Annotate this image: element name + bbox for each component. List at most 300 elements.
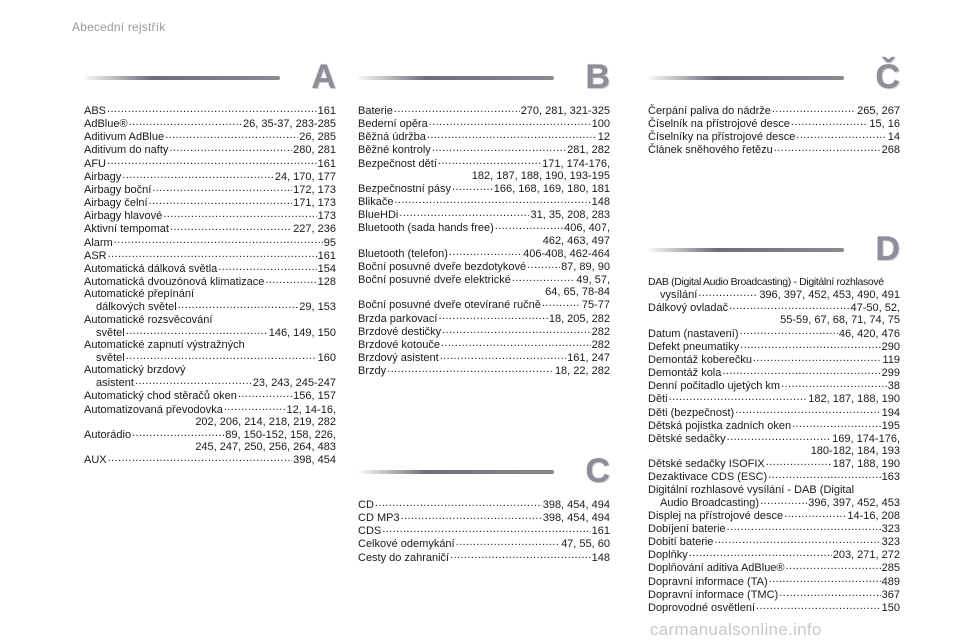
index-entry-line (84, 262, 336, 275)
index-term: Aditivum AdBlue (84, 131, 165, 144)
page-numbers: 26, 35-37, 283-285 (243, 118, 336, 131)
page-numbers-continued: 182, 187, 188, 190, 193-195 (471, 169, 610, 182)
page-numbers: 156, 157 (293, 390, 336, 403)
leader-dots (427, 130, 597, 140)
page-numbers: 166, 168, 169, 180, 181 (493, 182, 610, 195)
index-entry (84, 249, 336, 262)
index-term: Dopravní informace (TMC) (648, 588, 779, 601)
index-entry (648, 130, 900, 143)
index-entry-line (84, 314, 336, 326)
index-entry (648, 561, 900, 574)
index-entry-line (84, 196, 336, 209)
page-numbers: 161 (591, 525, 610, 538)
page-numbers: 160 (317, 351, 336, 364)
page-numbers: 182, 187, 188, 190 (808, 393, 900, 406)
index-term: vysílání (660, 289, 698, 302)
index-entry (648, 327, 900, 340)
index-entry (358, 511, 610, 524)
index-entry (648, 143, 900, 156)
index-term: DAB (Digital Audio Broadcasting) - Digitální rozhlasové (648, 276, 884, 288)
page-numbers: 396, 397, 452, 453, 490, 491 (759, 289, 900, 302)
page-numbers: 26, 285 (299, 131, 336, 144)
index-entry (84, 364, 336, 376)
index-entry-line (648, 588, 900, 601)
index-entry (84, 262, 336, 275)
page-numbers: 281, 282 (567, 144, 610, 157)
index-entry-line (84, 364, 336, 376)
page-numbers: 268 (881, 144, 900, 157)
index-term: Aktivní tempomat (84, 223, 169, 236)
index-term: Článek sněhového řetězu (648, 144, 773, 157)
page-numbers: 489 (881, 575, 900, 588)
index-entry (358, 260, 610, 273)
index-column-2 (358, 58, 610, 626)
index-term: CD MP3 (358, 512, 400, 525)
index-term: Automatická dvouzónová klimatizace (84, 276, 265, 289)
index-term: Blikače (358, 196, 394, 209)
index-entry-line (84, 300, 336, 313)
section-rule (648, 248, 844, 252)
page-numbers: 161 (317, 249, 336, 262)
leader-dots (149, 196, 293, 206)
page-numbers: 89, 150-152, 158, 226, (225, 428, 336, 441)
page-numbers: 24, 170, 177 (274, 170, 336, 183)
index-term: Běžné kontroly (358, 144, 431, 157)
index-entry-list (358, 498, 610, 564)
index-entry-line (648, 509, 900, 522)
index-term: asistent (96, 377, 134, 390)
index-entry (84, 222, 336, 235)
leader-dots (387, 364, 554, 374)
page-numbers-continued: 180-182, 184, 193 (810, 445, 900, 458)
page-numbers: 323 (881, 536, 900, 549)
index-entry-line (648, 601, 900, 614)
index-entry-line (358, 104, 610, 117)
index-entry (648, 470, 900, 483)
index-term: Číselník na přístrojové desce (648, 118, 790, 131)
index-entry-line (648, 522, 900, 535)
index-term: Dětské sedačky (648, 432, 726, 445)
index-entry (84, 104, 336, 117)
page-numbers: 282 (591, 338, 610, 351)
index-entry (648, 535, 900, 548)
index-entry (84, 209, 336, 222)
index-entry-line (84, 351, 336, 364)
index-entry-line (84, 389, 336, 402)
leader-dots (791, 117, 869, 127)
index-term: Děti (bezpečnost) (648, 406, 735, 419)
index-entry (84, 170, 336, 183)
page-numbers: 47, 55, 60 (561, 538, 610, 551)
page-numbers: 396, 397, 452, 453 (808, 496, 900, 509)
index-entry-line (84, 428, 336, 441)
page-numbers: 406-408, 462-464 (523, 247, 610, 260)
index-entry (84, 314, 336, 326)
page-numbers: 398, 454, 494 (542, 499, 610, 511)
index-term: Dálkový ovladač (648, 302, 729, 315)
index-entry (358, 157, 610, 182)
index-entry-line (84, 170, 336, 183)
index-entry-line (648, 276, 900, 288)
index-entry (84, 117, 336, 130)
leader-dots (772, 104, 856, 114)
index-term: světel (96, 351, 125, 364)
index-entry-line (358, 364, 610, 377)
page-numbers: 12 (597, 131, 610, 144)
page-numbers: 87, 89, 90 (561, 260, 610, 273)
index-term: Bluetooth (sada hands free) (358, 222, 494, 235)
page-numbers: 280, 281 (293, 144, 336, 157)
leader-dots (238, 389, 292, 399)
index-entry-line (648, 496, 900, 509)
page-numbers: 227, 236 (293, 223, 336, 236)
index-entry-line (648, 366, 900, 379)
page-numbers: 148 (591, 196, 610, 209)
index-entry-line (358, 511, 610, 524)
index-term: Autorádio (84, 428, 132, 441)
leader-dots (542, 298, 581, 308)
index-entry-line (84, 236, 336, 249)
index-term: Brzdové destičky (358, 325, 442, 338)
index-entry-line (84, 339, 336, 351)
index-entry (648, 509, 900, 522)
section-header (358, 452, 610, 492)
index-entry-line (648, 419, 900, 432)
leader-dots (401, 511, 542, 521)
index-entry-line (84, 104, 336, 117)
index-entry (358, 312, 610, 325)
index-term: Brzdový asistent (358, 351, 439, 364)
index-term: Automatizovaná převodovka (84, 403, 223, 416)
section-letter: B (585, 58, 610, 96)
page-numbers: 161 (317, 105, 336, 117)
index-term: Dezaktivace CDS (ESC) (648, 471, 768, 484)
index-entry-line (648, 561, 900, 574)
index-term: Doplňování aditiva AdBlue® (648, 562, 785, 575)
index-entry (648, 548, 900, 561)
index-entry-line (84, 403, 336, 416)
index-entry (358, 130, 610, 143)
index-entry-line (648, 575, 900, 588)
leader-dots (452, 182, 493, 192)
leader-dots (163, 209, 316, 219)
index-entry (358, 537, 610, 550)
section-header (648, 58, 900, 98)
leader-dots (429, 117, 591, 127)
index-entry (648, 379, 900, 392)
index-term: Automatické rozsvěcování (84, 313, 213, 326)
page-header: Abecední rejstřík (72, 20, 166, 34)
index-entry (648, 117, 900, 130)
section-rule (84, 76, 280, 80)
leader-dots (122, 170, 274, 180)
page-numbers: 169, 174-176, (832, 432, 900, 445)
index-term: Baterie (358, 105, 393, 117)
page-numbers: 23, 243, 245-247 (252, 377, 336, 390)
leader-dots (740, 340, 881, 350)
leader-dots (375, 498, 542, 508)
leader-dots (456, 537, 560, 547)
index-entry (648, 588, 900, 601)
index-entry (84, 275, 336, 288)
index-column-3 (648, 58, 900, 636)
index-term: Boční posuvné dveře bezdotykové (358, 260, 527, 273)
index-entry (648, 601, 900, 614)
index-entry (84, 288, 336, 300)
index-entry (358, 208, 610, 221)
page-numbers: 14-16, 208 (847, 509, 900, 522)
leader-dots (722, 366, 880, 376)
section-letter: D (875, 230, 900, 268)
index-entry (648, 340, 900, 353)
index-entry-list (648, 276, 900, 614)
index-entry-list (648, 104, 900, 157)
page-numbers: 282 (591, 325, 610, 338)
index-entry-line (648, 117, 900, 130)
index-entry (358, 221, 610, 246)
page-numbers: 171, 173 (293, 197, 336, 210)
index-entry (358, 298, 610, 311)
index-entry-line (358, 260, 610, 273)
index-term: Alarm (84, 236, 113, 249)
index-entry (84, 376, 336, 389)
index-entry-line (358, 143, 610, 156)
page-numbers: 367 (881, 588, 900, 601)
index-term: Celkové odemykání (358, 538, 455, 551)
index-section-a (84, 58, 336, 467)
page-numbers: 46, 420, 476 (838, 327, 900, 340)
index-term: Bluetooth (telefon) (358, 247, 448, 260)
index-entry (84, 196, 336, 209)
section-header (84, 58, 336, 98)
leader-dots (753, 353, 882, 363)
index-entry-line (84, 117, 336, 130)
leader-dots (669, 392, 808, 402)
index-term: ASR (84, 249, 107, 262)
index-term: Automatický chod stěračů oken (84, 390, 237, 403)
page-numbers: 29, 153 (299, 301, 336, 314)
index-entry-line (358, 338, 610, 351)
index-term: Bezpečnostní pásy (358, 182, 451, 195)
index-entry (648, 419, 900, 432)
leader-dots (438, 312, 547, 322)
index-section-b (358, 58, 610, 378)
index-term: Demontáž kola (648, 367, 722, 380)
index-entry-line (84, 376, 336, 389)
index-term: Dětské sedačky ISOFIX (648, 458, 765, 471)
section-letter: Č (875, 58, 900, 96)
index-entry (648, 276, 900, 288)
index-entry-line (84, 209, 336, 222)
index-entry-line (648, 470, 900, 483)
index-term: Běžná údržba (358, 131, 426, 144)
index-entry-line (358, 351, 610, 364)
page-numbers: 323 (881, 522, 900, 535)
page-numbers: 100 (591, 118, 610, 131)
index-entry (84, 403, 336, 428)
page-numbers: 12, 14-16, (286, 403, 336, 416)
section-header (358, 58, 610, 98)
index-term: Cesty do zahraničí (358, 551, 450, 564)
leader-dots (784, 509, 846, 519)
page-numbers: 148 (591, 551, 610, 564)
leader-dots (129, 117, 242, 127)
index-entry (648, 484, 900, 496)
leader-dots (449, 247, 522, 257)
index-entry (84, 300, 336, 313)
leader-dots (729, 301, 849, 311)
leader-dots (107, 104, 317, 114)
index-entry (84, 130, 336, 143)
index-entry-line (648, 406, 900, 419)
leader-dots (438, 157, 541, 167)
page-numbers-continued: 55-59, 67, 68, 71, 74, 75 (780, 314, 900, 327)
page-numbers: 31, 35, 208, 283 (530, 209, 610, 222)
leader-dots (756, 601, 881, 611)
index-entry (84, 326, 336, 339)
index-entry-line (358, 312, 610, 325)
leader-dots (224, 403, 286, 413)
page-numbers: 398, 454 (293, 454, 336, 467)
index-entry-line (84, 143, 336, 156)
leader-dots (165, 130, 298, 140)
leader-dots (714, 535, 880, 545)
leader-dots (132, 428, 224, 438)
leader-dots (178, 300, 299, 310)
index-term: Bederní opěra (358, 118, 428, 131)
index-entry-line (358, 298, 610, 311)
page-numbers: 14 (887, 131, 900, 144)
leader-dots (126, 351, 317, 361)
page-numbers: 290 (881, 340, 900, 353)
page-numbers: 270, 281, 321-325 (520, 105, 610, 117)
index-term: Dětská pojistka zadních oken (648, 419, 792, 432)
leader-dots (442, 325, 590, 335)
index-section-d (648, 230, 900, 614)
page-numbers: 171, 174-176, (542, 157, 610, 170)
index-entry-line (648, 432, 900, 445)
index-entry-line (358, 537, 610, 550)
index-entry (84, 351, 336, 364)
page-numbers: 154 (317, 262, 336, 275)
index-term: Děti (648, 393, 668, 406)
page-numbers: 18, 22, 282 (554, 365, 610, 378)
index-entry (84, 339, 336, 351)
index-term: Demontáž koberečku (648, 353, 752, 366)
index-entry-line (84, 275, 336, 288)
index-entry-line (648, 548, 900, 561)
section-rule (358, 76, 554, 80)
index-entry-line (84, 157, 336, 170)
index-entry-line (358, 157, 610, 170)
index-term: AdBlue® (84, 118, 128, 131)
index-column-1 (84, 58, 336, 486)
index-term: Aditivum do nafty (84, 144, 169, 157)
page-numbers-continued: 462, 463, 497 (542, 234, 610, 247)
leader-dots (169, 143, 292, 153)
leader-dots (792, 419, 881, 429)
index-term: Brzdy (358, 365, 387, 378)
page-numbers: 49, 57, (576, 274, 610, 287)
leader-dots (114, 236, 323, 246)
index-term: Displej na přístrojové desce (648, 509, 784, 522)
index-term: Brzdové kotouče (358, 338, 440, 351)
index-term: Digitální rozhlasové vysílání - DAB (Digital (648, 483, 855, 496)
index-entry-line (358, 117, 610, 130)
index-entry-list (358, 104, 610, 377)
index-entry (648, 522, 900, 535)
leader-dots (126, 326, 268, 336)
index-term: dálkových světel (96, 301, 177, 314)
index-term: Automatická dálková světla (84, 262, 218, 275)
page-numbers: 150 (881, 601, 900, 614)
leader-dots (527, 260, 560, 270)
index-term: světel (96, 326, 125, 339)
page-numbers: 161 (317, 157, 336, 170)
page-numbers: 173 (317, 210, 336, 223)
index-entry-line (648, 457, 900, 470)
index-entry-line (358, 247, 610, 260)
index-entry-line (648, 143, 900, 156)
index-entry (648, 575, 900, 588)
leader-dots (170, 222, 292, 232)
index-entry-line (358, 524, 610, 537)
page-numbers: 265, 267 (857, 105, 900, 117)
leader-dots (265, 275, 316, 285)
page-numbers: 299 (881, 367, 900, 380)
page-numbers: 119 (882, 353, 900, 366)
page-numbers: 128 (317, 276, 336, 289)
index-entry-line (358, 182, 610, 195)
index-entry-line (358, 551, 610, 564)
index-entry (358, 551, 610, 564)
index-entry-line (648, 104, 900, 117)
page-numbers: 95 (323, 236, 336, 249)
index-term: Boční posuvné dveře elektrické (358, 274, 511, 287)
index-term: Airbagy (84, 170, 122, 183)
leader-dots (432, 143, 566, 153)
index-term: Automatické přepínání (84, 288, 195, 301)
index-entry (358, 195, 610, 208)
leader-dots (760, 496, 807, 506)
index-term: Automatický brzdový (84, 364, 186, 377)
index-entry-line (84, 453, 336, 466)
index-entry (84, 143, 336, 156)
index-term: Doprovodné osvětlení (648, 601, 756, 614)
leader-dots (779, 588, 880, 598)
index-entry-line (358, 273, 610, 286)
index-section-č (648, 58, 900, 157)
index-entry (358, 498, 610, 511)
index-entry-line (648, 535, 900, 548)
index-entry (84, 389, 336, 402)
index-entry (84, 157, 336, 170)
index-entry (648, 457, 900, 470)
leader-dots (768, 470, 880, 480)
index-entry (358, 104, 610, 117)
index-entry (84, 183, 336, 196)
index-entry-line (648, 392, 900, 405)
leader-dots (152, 183, 292, 193)
index-entry (84, 453, 336, 466)
leader-dots (769, 575, 881, 585)
leader-dots (218, 262, 316, 272)
index-entry-line (358, 325, 610, 338)
index-entry-line (648, 327, 900, 340)
index-term: Dobíjení baterie (648, 522, 726, 535)
leader-dots (727, 522, 881, 532)
index-entry (84, 428, 336, 453)
